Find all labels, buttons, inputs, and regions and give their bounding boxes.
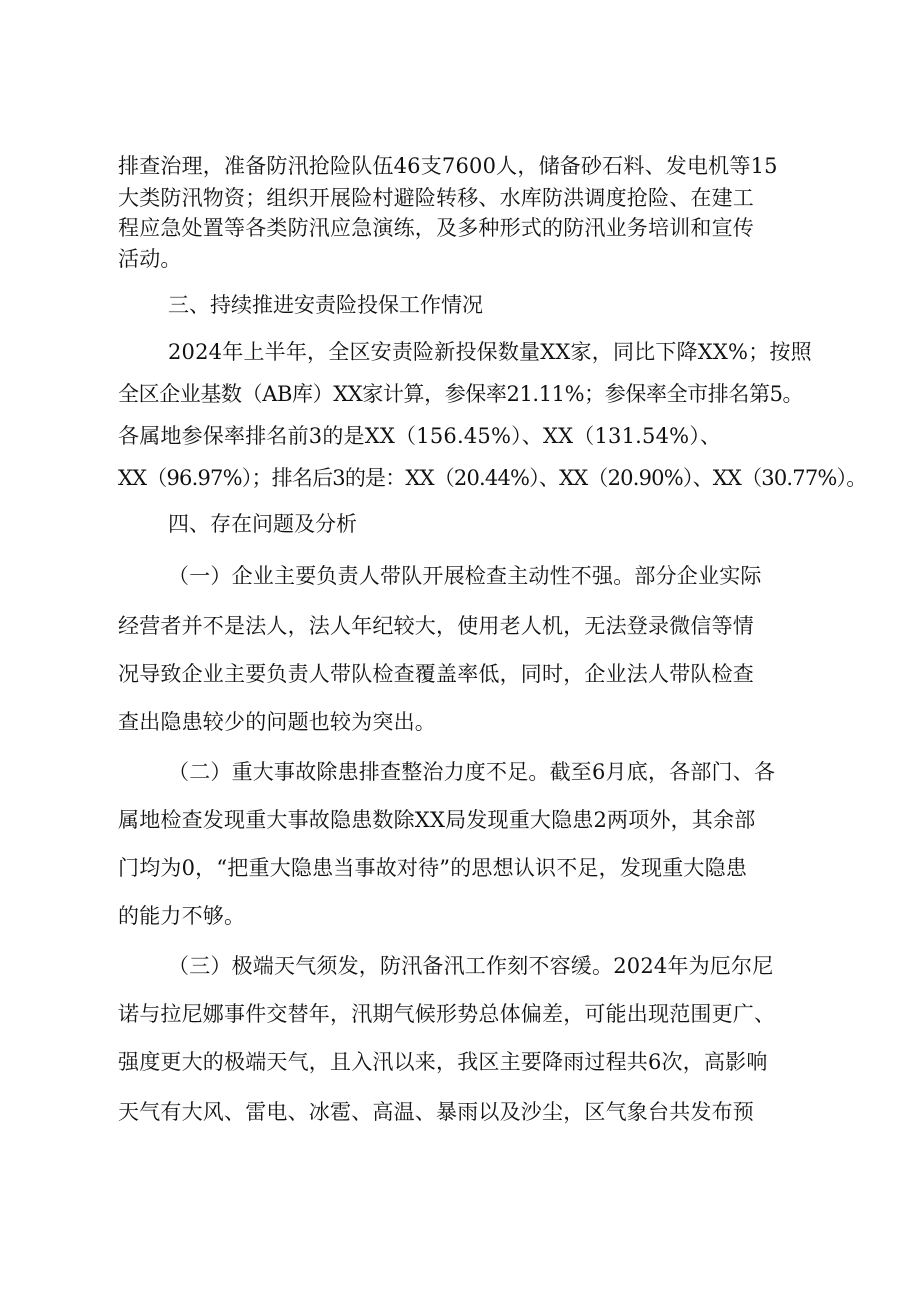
paragraph-line: 大类防汛物资；组织开展险村避险转移、水库防洪调度抢险、在建工 xyxy=(118,186,754,210)
paragraph-line: （三）极端天气须发，防汛备汛工作刻不容缓。2024年为厄尔尼 xyxy=(168,954,774,978)
paragraph-line: 的能力不够。 xyxy=(118,904,246,928)
paragraph-line: 属地检查发现重大事故隐患数除XX局发现重大隐患2两项外，其余部 xyxy=(118,808,756,832)
paragraph-line: （一）企业主要负责人带队开展检查主动性不强。部分企业实际 xyxy=(168,564,762,588)
paragraph-line: 门均为0，“把重大隐患当事故对待”的思想认识不足，发现重大隐患 xyxy=(118,856,748,880)
paragraph-line: 各属地参保率排名前3的是XX（156.45%）、XX（131.54%）、 xyxy=(118,424,722,448)
paragraph-line: 况导致企业主要负责人带队检查覆盖率低，同时，企业法人带队检查 xyxy=(118,662,754,686)
paragraph-line: 查出隐患较少的问题也较为突出。 xyxy=(118,710,436,734)
paragraph-line: （二）重大事故除患排查整治力度不足。截至6月底，各部门、各 xyxy=(168,760,776,784)
paragraph-line: 2024年上半年，全区安责险新投保数量XX家，同比下降XX%；按照 xyxy=(168,340,812,364)
paragraph-line: 全区企业基数（AB库）XX家计算，参保率21.11%；参保率全市排名第5。 xyxy=(118,382,804,406)
paragraph-line: 程应急处置等各类防汛应急演练，及多种形式的防汛业务培训和宣传 xyxy=(118,216,754,240)
paragraph-line: 排查治理，准备防汛抢险队伍46支7600人，储备砂石料、发电机等15 xyxy=(118,154,778,178)
section-heading: 四、存在问题及分析 xyxy=(168,512,357,536)
paragraph-line: 活动。 xyxy=(118,247,182,271)
paragraph-line: 强度更大的极端天气，且入汛以来，我区主要降雨过程共6次，高影响 xyxy=(118,1050,768,1074)
paragraph-line: 天气有大风、雷电、冰雹、高温、暴雨以及沙尘，区气象台共发布预 xyxy=(118,1100,754,1124)
paragraph-line: XX（96.97%）；排名后3的是：XX（20.44%）、XX（20.90%）、XX（30.77%）。 xyxy=(118,466,867,490)
paragraph-line: 诺与拉尼娜事件交替年，汛期气候形势总体偏差，可能出现范围更广、 xyxy=(118,1002,776,1026)
paragraph-line: 经营者并不是法人，法人年纪较大，使用老人机，无法登录微信等情 xyxy=(118,614,754,638)
section-heading: 三、持续推进安责险投保工作情况 xyxy=(168,293,483,317)
